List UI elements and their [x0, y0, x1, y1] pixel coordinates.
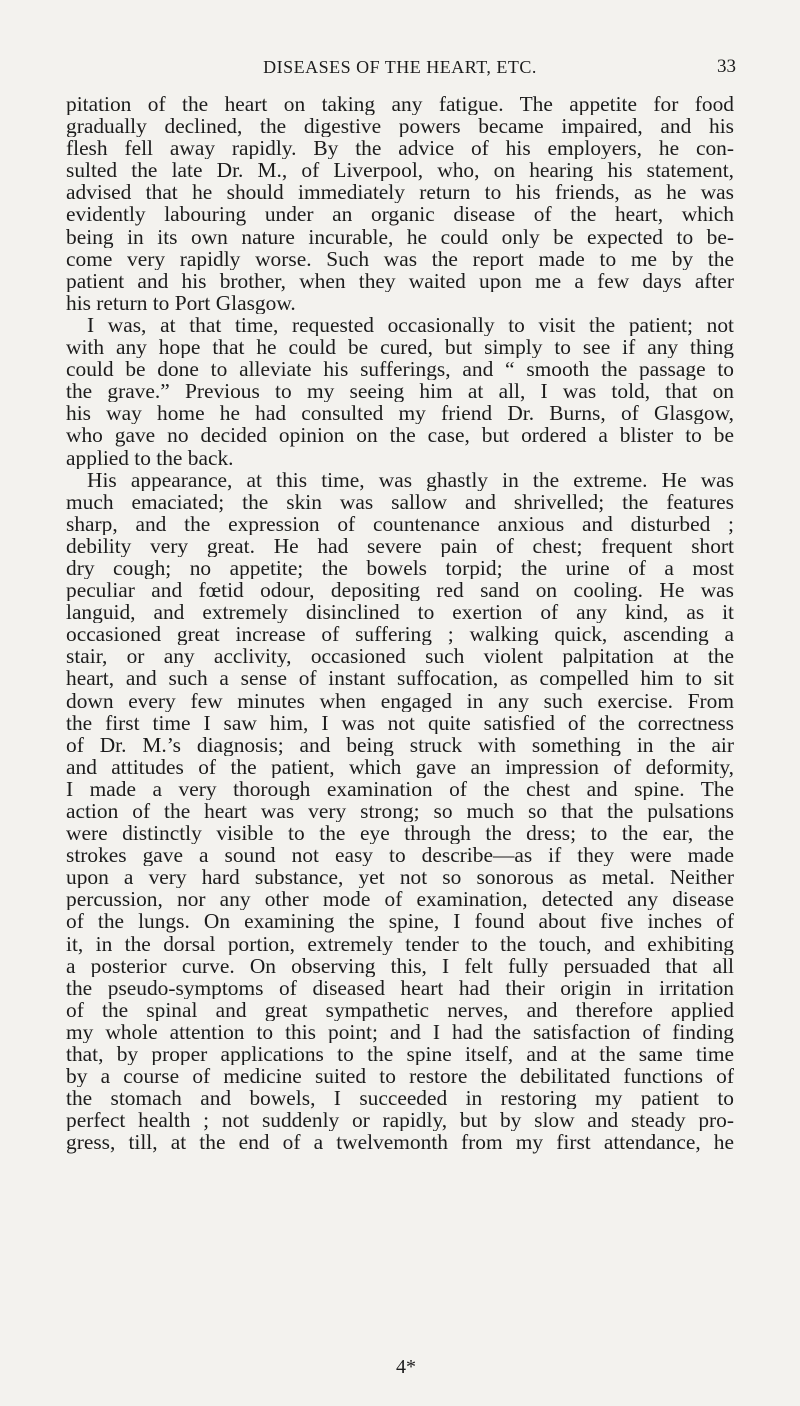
text-line: strokes gave a sound not easy to describe—as if they were made	[66, 844, 734, 867]
text-line: of Dr. M.’s diagnosis; and being struck with something in the air	[66, 733, 734, 756]
text-line: His appearance, at this time, was ghastly in the extreme. He was	[87, 468, 734, 491]
text-line: perfect health ; not suddenly or rapidly, but by slow and steady pro-	[66, 1109, 734, 1132]
text-line: peculiar and fœtid odour, depositing red sand on cooling. He was	[66, 579, 734, 602]
text-line: I made a very thorough examination of the chest and spine. The	[66, 777, 734, 800]
text-line: pitation of the heart on taking any fatigue. The appetite for food	[66, 93, 734, 116]
text-line: of the lungs. On examining the spine, I found about five inches of	[66, 910, 734, 933]
text-line: of the spinal and great sympathetic nerves, and therefore applied	[66, 998, 734, 1021]
text-line: his return to Port Glasgow.	[66, 291, 296, 314]
text-line: with any hope that he could be cured, but simply to see if any thing	[66, 336, 734, 359]
text-line: stair, or any acclivity, occasioned such violent palpitation at the	[66, 645, 734, 668]
running-title: DISEASES OF THE HEART, ETC.	[263, 57, 537, 77]
text-line: come very rapidly worse. Such was the report made to me by the	[66, 247, 734, 270]
text-line: gradually declined, the digestive powers became impaired, and his	[66, 115, 734, 138]
text-line: that, by proper applications to the spine itself, and at the same time	[66, 1043, 734, 1066]
signature-mark: 4*	[396, 1356, 416, 1378]
text-line: much emaciated; the skin was sallow and shrivelled; the features	[66, 490, 734, 513]
text-line: percussion, nor any other mode of examination, detected any disease	[66, 888, 734, 911]
text-line: applied to the back.	[66, 446, 234, 469]
text-line: sharp, and the expression of countenance anxious and disturbed ;	[66, 512, 734, 535]
running-head	[64, 56, 736, 78]
text-line: being in its own nature incurable, he could only be expected to be-	[66, 225, 734, 248]
text-line: I was, at that time, requested occasionally to visit the patient; not	[87, 313, 734, 337]
text-line: languid, and extremely disinclined to exertion of any kind, as it	[66, 601, 734, 624]
text-line: action of the heart was very strong; so much so that the pulsations	[66, 800, 734, 823]
text-line: were distinctly visible to the eye through the dress; to the ear, the	[66, 822, 734, 845]
text-line: debility very great. He had severe pain of chest; frequent short	[66, 534, 734, 557]
text-line: it, in the dorsal portion, extremely tender to the touch, and exhibiting	[66, 932, 734, 955]
text-line: the grave.” Previous to my seeing him at all, I was told, that on	[66, 380, 734, 403]
text-line: flesh fell away rapidly. By the advice of his employers, he con-	[66, 137, 734, 160]
text-line: a posterior curve. On observing this, I felt fully persuaded that all	[66, 954, 734, 977]
text-line: sulted the late Dr. M., of Liverpool, who, on hearing his statement,	[66, 159, 734, 182]
text-line: by a course of medicine suited to restore the debilitated functions of	[66, 1065, 734, 1088]
text-line: who gave no decided opinion on the case, but ordered a blister to be	[66, 424, 734, 447]
text-line: could be done to alleviate his sufferings, and “ smooth the passage to	[66, 358, 734, 381]
text-line: and attitudes of the patient, which gave an impression of deformity,	[66, 755, 734, 778]
text-line: evidently labouring under an organic disease of the heart, which	[66, 203, 734, 226]
text-line: my whole attention to this point; and I had the satisfaction of finding	[66, 1020, 734, 1044]
text-line: the stomach and bowels, I succeeded in restoring my patient to	[66, 1087, 734, 1110]
text-line: patient and his brother, when they waited upon me a few days after	[66, 269, 734, 292]
text-line: occasioned great increase of suffering ; walking quick, ascending a	[66, 623, 734, 646]
text-line: heart, and such a sense of instant suffocation, as compelled him to sit	[66, 667, 734, 690]
text-line: advised that he should immediately return to his friends, as he was	[66, 181, 734, 204]
body-text	[66, 93, 734, 1154]
text-line: upon a very hard substance, yet not so sonorous as metal. Neither	[66, 866, 734, 889]
text-line: the pseudo-symptoms of diseased heart had their origin in irritation	[66, 976, 734, 999]
text-line: the first time I saw him, I was not quite satisfied of the correctness	[66, 711, 734, 734]
page-number: 33	[717, 56, 736, 77]
text-line: his way home he had consulted my friend Dr. Burns, of Glasgow,	[66, 402, 734, 425]
text-line: gress, till, at the end of a twelvemonth from my first attendance, he	[66, 1131, 734, 1154]
text-line: down every few minutes when engaged in any such exercise. From	[66, 689, 734, 712]
text-line: dry cough; no appetite; the bowels torpid; the urine of a most	[66, 556, 734, 580]
